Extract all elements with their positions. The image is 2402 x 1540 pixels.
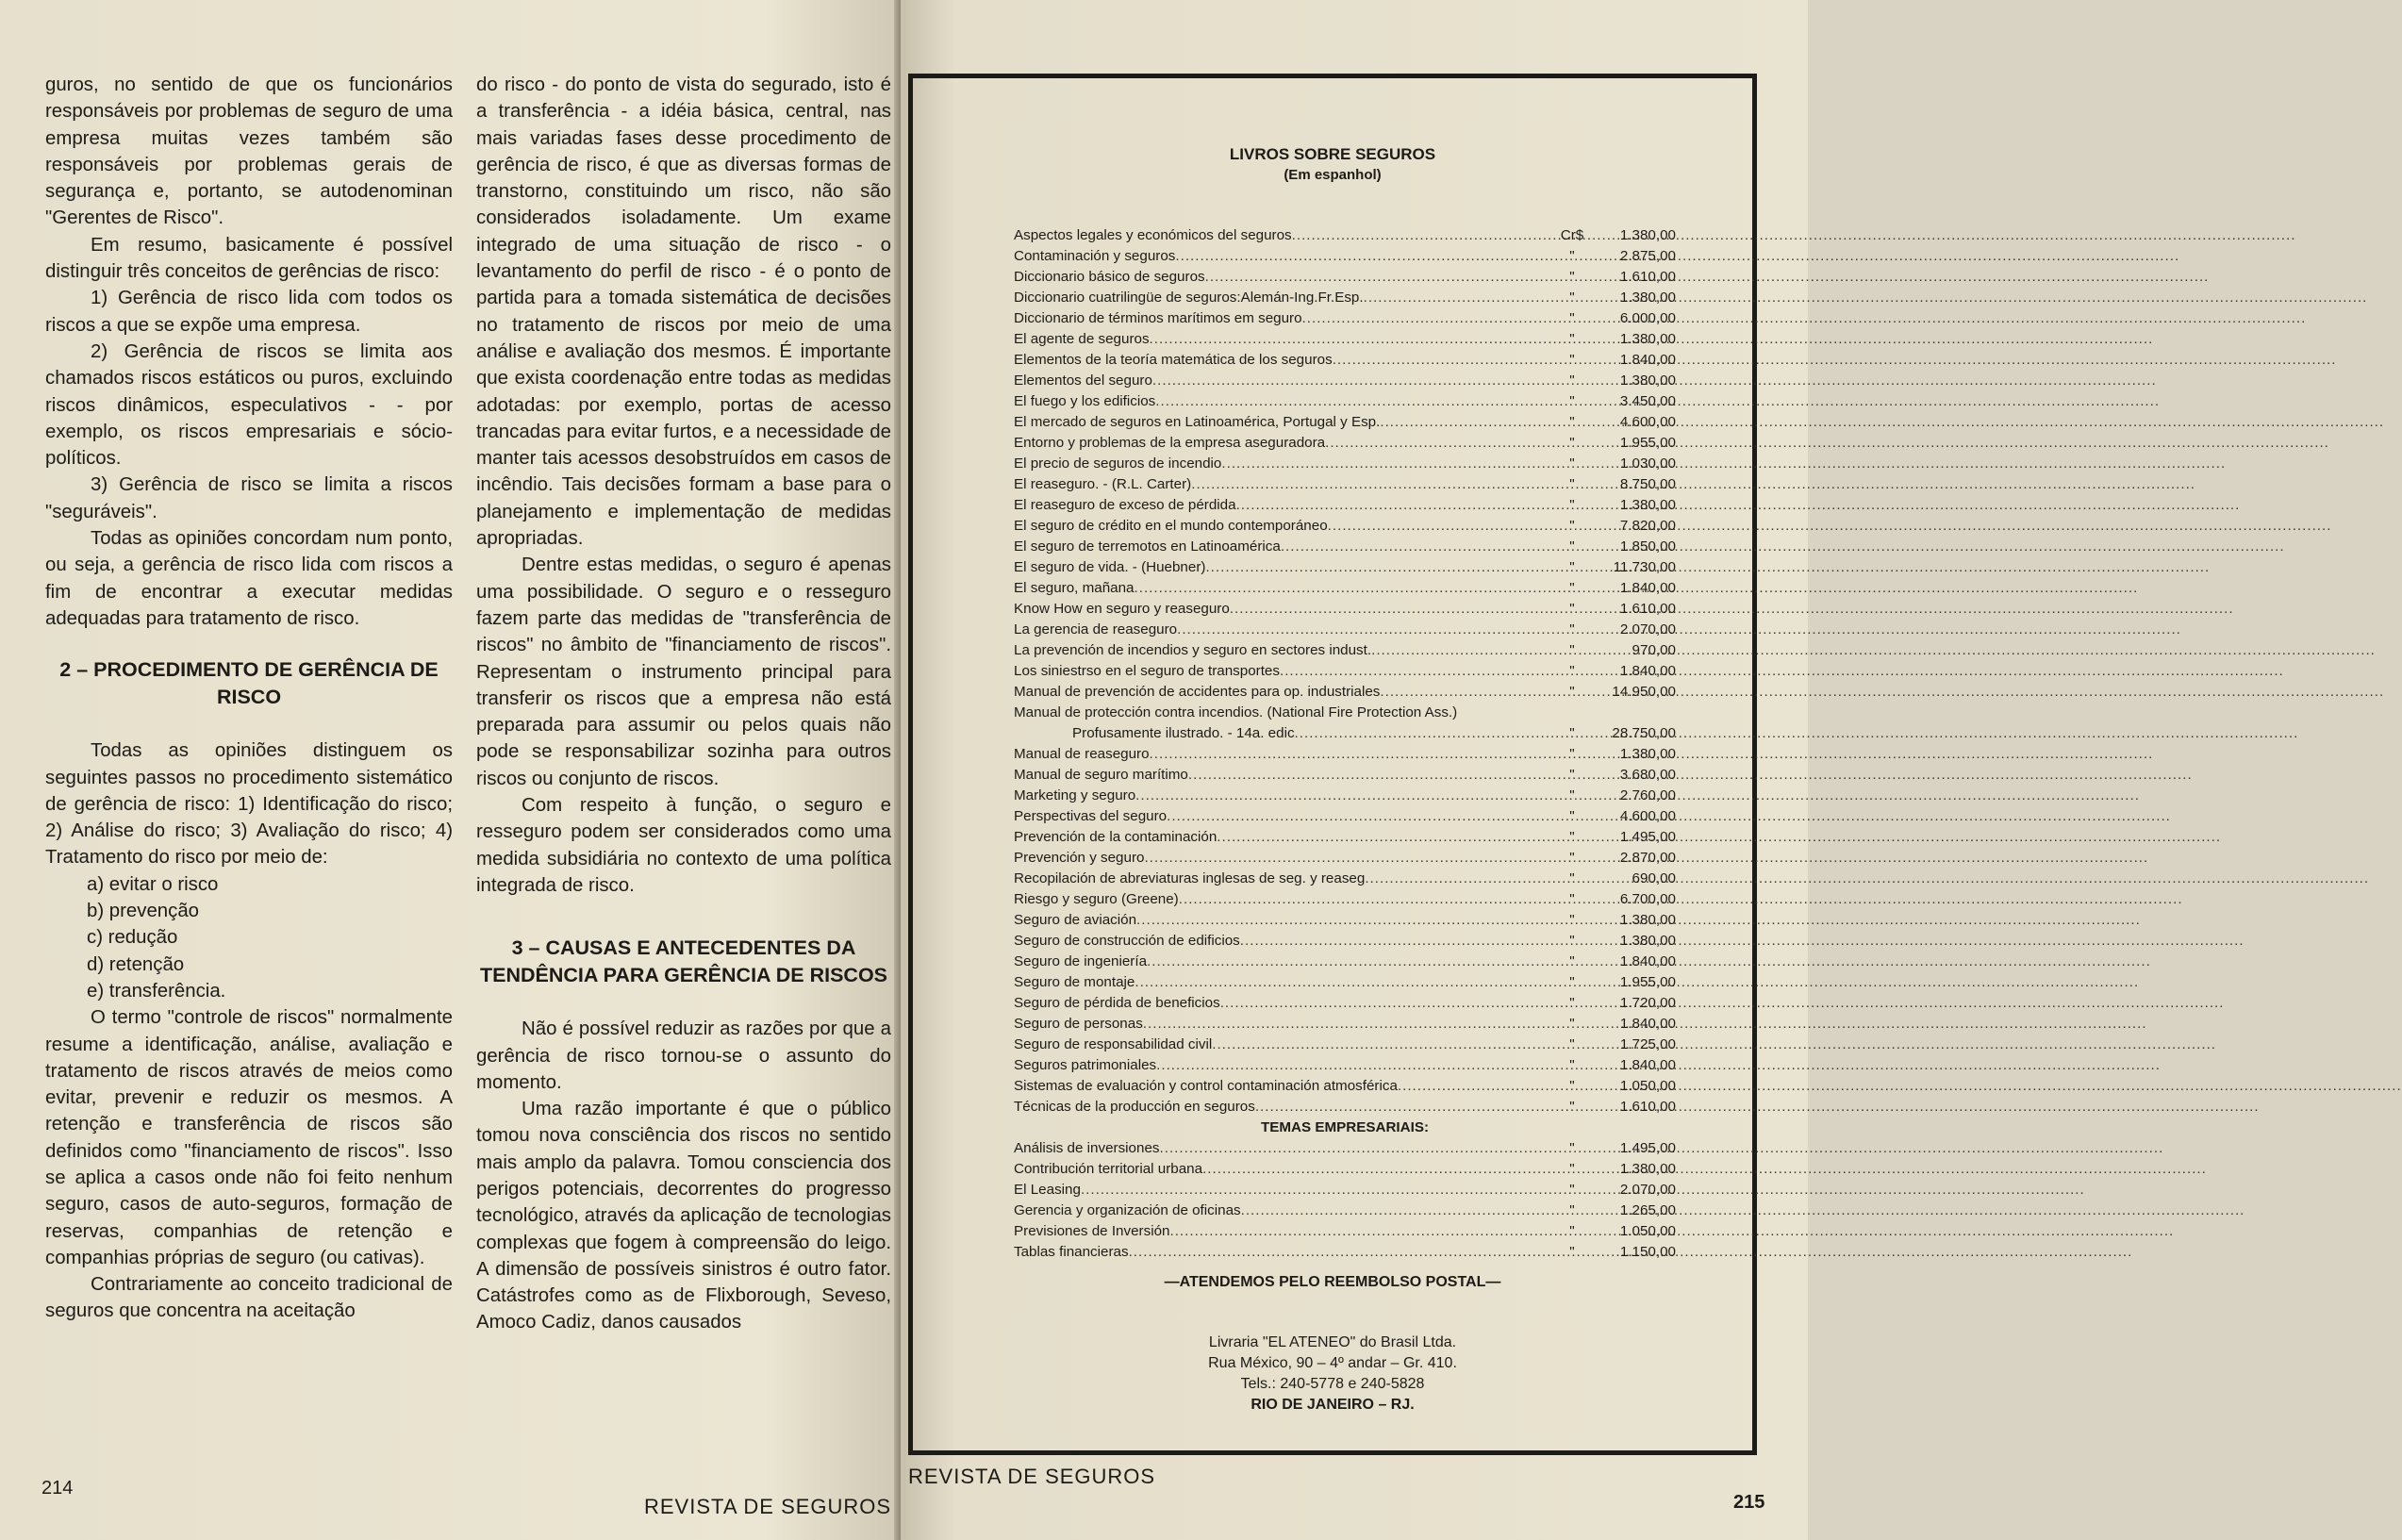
- book-row: [1014, 765, 1676, 786]
- book-price: 4.600,00: [1619, 414, 1676, 430]
- dot-leader: [1179, 889, 1559, 910]
- column-paragraphs: [45, 72, 453, 632]
- book-price: 14.950,00: [1612, 684, 1676, 700]
- book-row: [1014, 1055, 1676, 1076]
- book-price: 1.495,00: [1619, 829, 1676, 845]
- ditto-mark: ": [1569, 995, 1575, 1011]
- book-title: Seguro de ingeniería: [1014, 953, 1148, 969]
- section-heading: 3 – CAUSAS E ANTECEDENTES DA TENDÊNCIA PARA GERÊNCIA DE RISCOS: [479, 936, 888, 987]
- ditto-mark: ": [1569, 787, 1575, 803]
- text-column-right: [476, 72, 891, 1336]
- ditto-mark: ": [1569, 725, 1575, 741]
- dot-leader: [1364, 288, 1559, 308]
- page-number: 215: [1733, 1492, 1765, 1513]
- ditto-mark: ": [1569, 331, 1575, 347]
- dot-leader: [1205, 557, 1559, 578]
- book-title: Previsiones de Inversión: [1014, 1223, 1170, 1239]
- book-price: 1.725,00: [1619, 1036, 1676, 1052]
- book-row: [1014, 952, 1676, 972]
- dot-leader: [1135, 578, 1560, 599]
- dot-leader: [1205, 267, 1559, 288]
- ditto-mark: ": [1569, 1140, 1575, 1156]
- book-price: 1.840,00: [1619, 1016, 1676, 1032]
- book-price: 1.955,00: [1619, 974, 1676, 990]
- book-price: 1.610,00: [1619, 1099, 1676, 1115]
- list-item: a) evitar o risco: [87, 873, 219, 895]
- dot-leader: [1135, 786, 1559, 806]
- book-price: 1.720,00: [1619, 995, 1676, 1011]
- book-price: 6.700,00: [1619, 891, 1676, 907]
- ditto-mark: ": [1569, 684, 1575, 700]
- dot-leader: [1380, 682, 1559, 703]
- book-title: La prevención de incendios y seguro en sectores indust.: [1014, 642, 1372, 658]
- ditto-mark: ": [1569, 1223, 1575, 1239]
- dot-leader: [1202, 1159, 1559, 1180]
- book-row: [1014, 454, 1676, 474]
- dot-leader: [1328, 516, 1559, 537]
- dot-leader: [1371, 640, 1559, 661]
- book-row: [1014, 1014, 1676, 1035]
- ditto-mark: ": [1569, 1182, 1575, 1198]
- book-price: 1.380,00: [1619, 373, 1676, 389]
- ditto-mark: ": [1569, 808, 1575, 824]
- list-item: e) transferência.: [87, 980, 226, 1002]
- ditto-mark: ": [1569, 1057, 1575, 1073]
- book-price: 4.600,00: [1619, 808, 1676, 824]
- paragraph: O termo "controle de riscos" normalmente resume a identificação, análise, avaliação e tratamento de riscos através de meios como evitar, prevenir e reduzir os mesmos. A retenção e transferência de riscos são definidos como "financiamento de riscos". Isso se aplica a casos onde não foi feito nenhum seguro, casos de auto-seguros, formação de reservas, companhias de retenção e companhias próprias de seguro (ou cativas).: [45, 1007, 453, 1268]
- ditto-mark: ": [1569, 1202, 1575, 1218]
- address-line: Rua México, 90 – 4º andar – Gr. 410.: [1208, 1355, 1457, 1371]
- ditto-mark: ": [1569, 1036, 1575, 1052]
- book-row: [1014, 329, 1676, 350]
- book-row: [1014, 495, 1676, 516]
- book-price: 1.380,00: [1619, 227, 1676, 243]
- book-price: 1.955,00: [1619, 435, 1676, 451]
- book-title: Sistemas de evaluación y control contaminación atmosférica: [1014, 1078, 1398, 1094]
- book-title: Seguro de montaje: [1014, 974, 1135, 990]
- paragraph: 3) Gerência de risco se limita a riscos "seguráveis".: [45, 474, 453, 522]
- section-title: TEMAS EMPRESARIAIS:: [1260, 1119, 1430, 1135]
- paragraph: 1) Gerência de risco lida com todos os riscos a que se expõe uma empresa.: [45, 288, 453, 336]
- book-price-list: [1014, 225, 1676, 1263]
- dot-leader: [1188, 765, 1559, 786]
- book-price: 1.265,00: [1619, 1202, 1676, 1218]
- book-price: 1.610,00: [1619, 269, 1676, 285]
- book-row: [1014, 1138, 1676, 1159]
- book-row: [1014, 350, 1676, 371]
- paragraph: Todas as opiniões concordam num ponto, ou seja, a gerência de risco lida com riscos a fim de encontrar a executar medidas adequadas para tratamento de risco.: [45, 528, 453, 629]
- book-price: 1.495,00: [1619, 1140, 1676, 1156]
- dot-leader: [1160, 1138, 1560, 1159]
- book-title: Los siniestrso en el seguro de transportes: [1014, 663, 1280, 679]
- dot-leader: [1398, 1076, 1559, 1097]
- address-phones: Tels.: 240-5778 e 240-5828: [1240, 1376, 1425, 1392]
- book-price: 1.050,00: [1619, 1078, 1676, 1094]
- ditto-mark: ": [1569, 1099, 1575, 1115]
- book-price: 690,00: [1632, 870, 1676, 886]
- book-title: El reaseguro de exceso de pérdida: [1014, 497, 1236, 513]
- book-price: 1.840,00: [1619, 1057, 1676, 1073]
- ad-title: LIVROS SOBRE SEGUROS: [1229, 145, 1436, 163]
- book-title: Gerencia y organización de oficinas: [1014, 1202, 1241, 1218]
- ditto-mark: ": [1569, 559, 1575, 575]
- running-footer: REVISTA DE SEGUROS: [644, 1495, 892, 1518]
- dot-leader: [1175, 246, 1559, 267]
- ditto-mark: ": [1569, 601, 1575, 617]
- paragraph: Não é possível reduzir as razões por que a gerência de risco tornou-se o assunto do momento.: [476, 1018, 891, 1093]
- book-title: El agente de seguros: [1014, 331, 1150, 347]
- book-row: [1014, 620, 1676, 640]
- book-title: Contaminación y seguros: [1014, 248, 1176, 264]
- book-price: 1.150,00: [1619, 1244, 1676, 1260]
- book-price: 11.730,00: [1613, 559, 1676, 575]
- book-price: 2.875,00: [1619, 248, 1676, 264]
- book-title: Análisis de inversiones: [1014, 1140, 1160, 1156]
- book-title: El Leasing: [1014, 1182, 1081, 1198]
- book-price: 2.070,00: [1619, 1182, 1676, 1198]
- left-page: [0, 0, 901, 1540]
- book-title: Seguro de construcción de edificios: [1014, 933, 1240, 949]
- ad-subtitle: (Em espanhol): [1284, 167, 1382, 183]
- ditto-mark: ": [1569, 1244, 1575, 1260]
- book-title: Marketing y seguro: [1014, 787, 1136, 803]
- book-title: El seguro de crédito en el mundo contemporáneo: [1014, 518, 1328, 534]
- book-title: Seguro de aviación: [1014, 912, 1137, 928]
- dot-leader: [1333, 350, 1559, 371]
- paragraph: Uma razão importante é que o público tomou nova consciência dos riscos no sentido mais amplo da palavra. Tomou consciencia dos perigos potenciais, decorrentes do progresso tecnológico, através da aplicação de tecnologias complexas que fogem à compreensão do leigo. A dimensão de possíveis sinistros é outro fator. Catástrofes como as de Flixborough, Seveso, Amoco Cadiz, danos causados: [476, 1099, 891, 1333]
- book-row: [1014, 557, 1676, 578]
- ditto-mark: ": [1569, 767, 1575, 783]
- book-title: Manual de reaseguro: [1014, 746, 1150, 762]
- book-title: Tablas financieras: [1014, 1244, 1129, 1260]
- book-row: [1014, 661, 1676, 682]
- book-row: [1014, 723, 1676, 744]
- book-row: [1014, 993, 1676, 1014]
- book-title: El seguro de terremotos en Latinoamérica: [1014, 538, 1281, 555]
- book-price: 1.380,00: [1619, 746, 1676, 762]
- book-title: El seguro, mañana: [1014, 580, 1135, 596]
- book-row: [1014, 786, 1676, 806]
- book-price: 2.870,00: [1619, 850, 1676, 866]
- book-price: 1.380,00: [1619, 912, 1676, 928]
- book-price: 1.840,00: [1619, 580, 1676, 596]
- book-price: 1.380,00: [1619, 497, 1676, 513]
- dot-leader: [1191, 474, 1559, 495]
- book-price: 1.380,00: [1619, 290, 1676, 306]
- paragraph: Dentre estas medidas, o seguro é apenas uma possibilidade. O seguro e o resseguro fazem parte das medidas de "transferência de riscos" no âmbito de "financiamento de riscos". Representam o instrumento principal para transferir os riscos que a empresa não está preparada para assumir ou pelos quais não pode se responsabilizar sozinha para outros riscos ou conjunto de riscos.: [476, 555, 891, 789]
- book-title: Contribución territorial urbana: [1014, 1161, 1203, 1177]
- dot-leader: [1136, 910, 1559, 931]
- paragraph: guros, no sentido de que os funcionários responsáveis por problemas de seguro de uma empresa muitas vezes também são responsáveis por problemas gerais de segurança e, portanto, se autodenominan "Gerentes de Risco".: [45, 75, 453, 229]
- dot-leader: [1220, 993, 1559, 1014]
- dot-leader: [1325, 433, 1559, 454]
- book-title: Prevención de la contaminación: [1014, 829, 1218, 845]
- book-advertisement: [908, 74, 1757, 1455]
- section-heading: 2 – PROCEDIMENTO DE GERÊNCIA DE RISCO: [59, 658, 439, 709]
- book-row: [1014, 1076, 1676, 1097]
- book-row: [1014, 308, 1676, 329]
- dot-leader: [1081, 1180, 1559, 1201]
- page-number: 214: [41, 1478, 74, 1499]
- book-price: 1.380,00: [1619, 1161, 1676, 1177]
- book-row: [1014, 869, 1676, 889]
- ditto-mark: ": [1569, 1161, 1575, 1177]
- list-item: d) retenção: [87, 953, 185, 975]
- dot-leader: [1129, 1242, 1559, 1263]
- dot-leader: [1240, 931, 1559, 952]
- book-price: 1.380,00: [1619, 933, 1676, 949]
- dot-leader: [1380, 412, 1559, 433]
- ditto-mark: ": [1569, 373, 1575, 389]
- book-price: 1.850,00: [1619, 538, 1676, 555]
- ditto-mark: ": [1569, 310, 1575, 326]
- ditto-mark: ": [1569, 621, 1575, 638]
- book-title: Diccionario cuatrilingüe de seguros:Alemán-Ing.Fr.Esp.: [1014, 290, 1364, 306]
- book-row: [1014, 1221, 1676, 1242]
- dot-leader: [1295, 723, 1559, 744]
- book-price: 3.680,00: [1619, 767, 1676, 783]
- book-price: 970,00: [1632, 642, 1676, 658]
- book-title: Seguro de personas: [1014, 1016, 1143, 1032]
- book-price: 1.050,00: [1619, 1223, 1676, 1239]
- book-row: [1014, 225, 1676, 246]
- ditto-mark: ": [1569, 352, 1575, 368]
- book-row: [1014, 1035, 1676, 1055]
- book-title: Profusamente ilustrado. - 14a. edic: [1072, 725, 1295, 741]
- ditto-mark: ": [1569, 1016, 1575, 1032]
- dot-leader: [1150, 744, 1559, 765]
- ditto-mark: ": [1569, 891, 1575, 907]
- book-row: [1014, 806, 1676, 827]
- ditto-mark: ": [1569, 580, 1575, 596]
- book-title: Entorno y problemas de la empresa aseguradora: [1014, 435, 1326, 451]
- dot-leader: [1144, 848, 1559, 869]
- dot-leader: [1167, 806, 1559, 827]
- book-row: [1014, 640, 1676, 661]
- book-row: [1014, 391, 1676, 412]
- dot-leader: [1221, 454, 1559, 474]
- book-title: Recopilación de abreviaturas inglesas de seg. y reaseg: [1014, 870, 1366, 886]
- book-price: 1.610,00: [1619, 601, 1676, 617]
- book-row: [1014, 433, 1676, 454]
- paragraph: Com respeito à função, o seguro e resseguro podem ser considerados como uma medida subsidiária no contexto de uma política integrada de risco.: [476, 795, 891, 896]
- book-row: [1014, 744, 1676, 765]
- book-price: 28.750,00: [1612, 725, 1676, 741]
- ditto-mark: ": [1569, 518, 1575, 534]
- dot-leader: [1217, 827, 1559, 848]
- book-row: [1014, 1180, 1676, 1201]
- book-row: [1014, 1159, 1676, 1180]
- dot-leader: [1150, 329, 1559, 350]
- book-price: 1.840,00: [1619, 352, 1676, 368]
- ditto-mark: ": [1569, 642, 1575, 658]
- ditto-mark: ": [1569, 933, 1575, 949]
- book-row: [1014, 267, 1676, 288]
- dot-leader: [1281, 537, 1559, 557]
- ditto-mark: ": [1569, 850, 1575, 866]
- book-title: Diccionario de términos marítimos em seguro: [1014, 310, 1302, 326]
- book-price: 2.070,00: [1619, 621, 1676, 638]
- book-title: Aspectos legales y económicos del seguros: [1014, 227, 1292, 243]
- book-title: Elementos del seguro: [1014, 373, 1152, 389]
- book-title: Perspectivas del seguro: [1014, 808, 1168, 824]
- list-item: b) prevenção: [87, 901, 200, 922]
- dot-leader: [1169, 1221, 1559, 1242]
- ditto-mark: ": [1569, 269, 1575, 285]
- dot-leader: [1147, 952, 1559, 972]
- dot-leader: [1177, 620, 1559, 640]
- book-title: Seguro de pérdida de beneficios: [1014, 995, 1220, 1011]
- book-row: [1014, 537, 1676, 557]
- dot-leader: [1292, 225, 1559, 246]
- dot-leader: [1365, 869, 1559, 889]
- address-city: RIO DE JANEIRO – RJ.: [1251, 1397, 1415, 1413]
- ditto-mark: ": [1569, 912, 1575, 928]
- ditto-mark: Cr$: [1560, 227, 1584, 243]
- running-footer: REVISTA DE SEGUROS: [908, 1465, 1156, 1488]
- book-row: [1014, 703, 1676, 723]
- book-row: [1014, 931, 1676, 952]
- book-price: 6.000,00: [1619, 310, 1676, 326]
- book-row: [1014, 848, 1676, 869]
- ditto-mark: ": [1569, 290, 1575, 306]
- paragraph: Em resumo, basicamente é possível distinguir três conceitos de gerências de risco:: [45, 234, 453, 283]
- dot-leader: [1156, 1055, 1559, 1076]
- book-title: Seguro de responsabilidad civil: [1014, 1036, 1213, 1052]
- dot-leader: [1255, 1097, 1559, 1118]
- ditto-mark: ": [1569, 746, 1575, 762]
- dot-leader: [1135, 972, 1559, 993]
- book-title: Seguros patrimoniales: [1014, 1057, 1157, 1073]
- ditto-mark: ": [1569, 663, 1575, 679]
- book-row: [1014, 246, 1676, 267]
- book-row: [1014, 371, 1676, 391]
- paragraph: Todas as opiniões distinguem os seguintes passos no procedimento sistemático de gerência de risco: 1) Identificação do risco; 2) Análise do risco; 3) Avaliação do risco; 4) Tratamento do risco por meio de:: [45, 740, 453, 869]
- book-title: Manual de prevención de accidentes para op. industriales: [1014, 684, 1381, 700]
- book-price: 1.030,00: [1619, 455, 1676, 472]
- book-price: 2.760,00: [1619, 787, 1676, 803]
- book-title: El reaseguro. - (R.L. Carter): [1014, 476, 1192, 492]
- book-title: La gerencia de reaseguro: [1014, 621, 1178, 638]
- book-row: [1014, 599, 1676, 620]
- ditto-mark: ": [1569, 248, 1575, 264]
- dot-leader: [1230, 599, 1559, 620]
- ditto-mark: ": [1569, 870, 1575, 886]
- book-title: El precio de seguros de incendio: [1014, 455, 1222, 472]
- dot-leader: [1152, 371, 1559, 391]
- treatment-list: [45, 871, 453, 1004]
- book-price: 1.840,00: [1619, 663, 1676, 679]
- address-line: Livraria "EL ATENEO" do Brasil Ltda.: [1208, 1334, 1457, 1350]
- ditto-mark: ": [1569, 953, 1575, 969]
- mail-order-notice: —ATENDEMOS PELO REEMBOLSO POSTAL—: [1164, 1274, 1501, 1290]
- dot-leader: [1280, 661, 1559, 682]
- book-title: Manual de protección contra incendios. (National Fire Protection Ass.): [1014, 704, 1458, 720]
- book-row: [1014, 910, 1676, 931]
- book-title: El mercado de seguros en Latinoamérica, Portugal y Esp.: [1014, 414, 1381, 430]
- bookstore-address: [913, 1333, 1752, 1416]
- book-row: [1014, 827, 1676, 848]
- list-item: c) redução: [87, 927, 178, 949]
- ditto-mark: ": [1569, 476, 1575, 492]
- book-row: [1014, 972, 1676, 993]
- book-price: 3.450,00: [1619, 393, 1676, 409]
- book-row: [1014, 1242, 1676, 1263]
- book-row: [1014, 516, 1676, 537]
- ditto-mark: ": [1569, 435, 1575, 451]
- ditto-mark: ": [1569, 829, 1575, 845]
- dot-leader: [1302, 308, 1559, 329]
- ditto-mark: ": [1569, 974, 1575, 990]
- book-row: [1014, 1201, 1676, 1221]
- book-row: [1014, 578, 1676, 599]
- dot-leader: [1241, 1201, 1559, 1221]
- dot-leader: [1143, 1014, 1559, 1035]
- book-title: Técnicas de la producción en seguros: [1014, 1099, 1255, 1115]
- book-price: 1.840,00: [1619, 953, 1676, 969]
- ditto-mark: ": [1569, 538, 1575, 555]
- dot-leader: [1212, 1035, 1559, 1055]
- book-row: [1014, 474, 1676, 495]
- paragraph: do risco - do ponto de vista do segurado, isto é a transferência - a idéia básica, central, nas mais variadas fases desse procedimento de gerência de risco, é que as diversas formas de transtorno, constituindo um risco, não são considerados isoladamente. Um exame integrado de uma situação de risco - o levantamento do perfil de risco - é o ponto de partida para a tomada sistemática de decisões no tratamento de riscos por meio de uma análise e avaliação dos mesmos. É importante que exista coordenação entre todas as medidas adotadas: por exemplo, portas de acesso trancadas para evitar furtos, e a necessidade de manter tais acessos desobstruídos em casos de incêndio. Tais decisões formam a base para o planejamento e implementação de medidas apropriadas.: [476, 75, 891, 550]
- paragraph: 2) Gerência de riscos se limita aos chamados riscos estáticos ou puros, excluindo riscos dinâmicos, especulativos - - por exemplo, os riscos empresariais e sócio-políticos.: [45, 340, 453, 470]
- book-price: 8.750,00: [1619, 476, 1676, 492]
- book-row: [1014, 1097, 1676, 1118]
- book-title: El seguro de vida. - (Huebner): [1014, 559, 1206, 575]
- ditto-mark: ": [1569, 1078, 1575, 1094]
- dot-leader: [1155, 391, 1559, 412]
- dot-leader: [1236, 495, 1559, 516]
- book-title: Prevención y seguro: [1014, 850, 1145, 866]
- book-price: 7.820,00: [1619, 518, 1676, 534]
- book-title: Manual de seguro marítimo: [1014, 767, 1188, 783]
- book-row: [1014, 412, 1676, 433]
- ditto-mark: ": [1569, 455, 1575, 472]
- ditto-mark: ": [1569, 393, 1575, 409]
- book-title: Riesgo y seguro (Greene): [1014, 891, 1179, 907]
- book-row: [1014, 682, 1676, 703]
- text-column-left: [45, 72, 453, 1325]
- book-title: Elementos de la teoría matemática de los seguros: [1014, 352, 1333, 368]
- book-price: 1.380,00: [1619, 331, 1676, 347]
- book-title: Know How en seguro y reaseguro: [1014, 601, 1230, 617]
- book-title: Diccionario básico de seguros: [1014, 269, 1205, 285]
- paragraph: Contrariamente ao conceito tradicional de seguros que concentra na aceitação: [45, 1274, 453, 1322]
- ditto-mark: ": [1569, 414, 1575, 430]
- ditto-mark: ": [1569, 497, 1575, 513]
- book-row: [1014, 889, 1676, 910]
- book-title: El fuego y los edificios: [1014, 393, 1156, 409]
- book-row: [1014, 288, 1676, 308]
